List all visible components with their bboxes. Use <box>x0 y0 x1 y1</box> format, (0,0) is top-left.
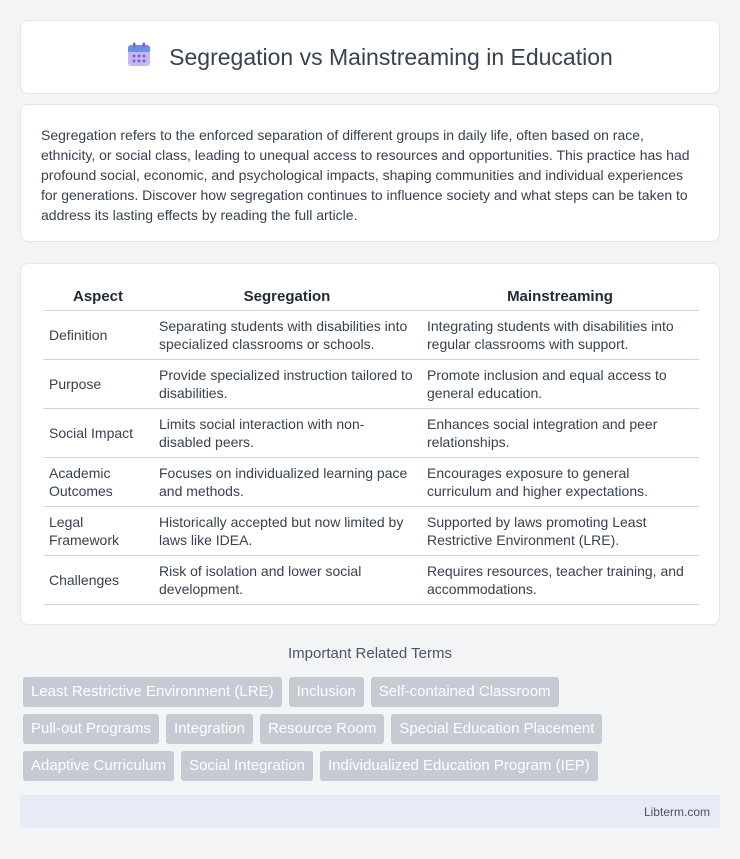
table-row <box>43 506 699 555</box>
segregation-cell: Separating students with disabilities into specialized classrooms or schools. <box>153 310 421 359</box>
aspect-cell: Academic Outcomes <box>43 457 153 506</box>
comparison-table <box>43 284 699 605</box>
tag-individualized-education-program[interactable]: Individualized Education Program (IEP) <box>320 751 598 781</box>
aspect-cell: Definition <box>43 310 153 359</box>
segregation-cell: Limits social interaction with non-disabled peers. <box>153 408 421 457</box>
tag-row <box>23 751 723 781</box>
mainstreaming-cell: Promote inclusion and equal access to general education. <box>421 359 699 408</box>
page-title: Segregation vs Mainstreaming in Education <box>169 43 613 70</box>
segregation-cell: Historically accepted but now limited by laws like IDEA. <box>153 506 421 555</box>
mainstreaming-cell: Requires resources, teacher training, and accommodations. <box>421 555 699 604</box>
segregation-cell: Provide specialized instruction tailored to disabilities. <box>153 359 421 408</box>
tag-resource-room[interactable]: Resource Room <box>260 714 384 744</box>
table-row <box>43 555 699 604</box>
intro-card <box>20 104 720 242</box>
mainstreaming-cell: Enhances social integration and peer relationships. <box>421 408 699 457</box>
tag-self-contained-classroom[interactable]: Self-contained Classroom <box>371 677 559 707</box>
segregation-cell: Risk of isolation and lower social development. <box>153 555 421 604</box>
aspect-cell: Social Impact <box>43 408 153 457</box>
footer <box>20 795 720 828</box>
table-row <box>43 457 699 506</box>
related-terms-title: Important Related Terms <box>288 645 452 662</box>
tag-pull-out-programs[interactable]: Pull-out Programs <box>23 714 159 744</box>
aspect-cell: Purpose <box>43 359 153 408</box>
tag-row <box>23 714 723 744</box>
tag-inclusion[interactable]: Inclusion <box>289 677 364 707</box>
tag-row <box>23 677 723 707</box>
related-terms-section <box>20 645 720 677</box>
intro-text: Segregation refers to the enforced separation of different groups in daily life, often based on race, ethnicity, or social class, leading to unequal access to resources and opportunities. This practice has had profound social, economic, and psychological impacts, shaping communities and individual experiences for generations. Discover how segregation continues to influence society and what steps can be taken to address its lasting effects by reading the full article. <box>41 127 690 223</box>
related-terms-tags <box>23 677 723 788</box>
tag-special-education-placement[interactable]: Special Education Placement <box>391 714 602 744</box>
aspect-cell: Legal Framework <box>43 506 153 555</box>
tag-integration[interactable]: Integration <box>166 714 253 744</box>
table-row <box>43 310 699 359</box>
table-header-row <box>43 284 699 310</box>
mainstreaming-cell: Encourages exposure to general curriculum and higher expectations. <box>421 457 699 506</box>
header-card <box>20 20 720 94</box>
tag-least-restrictive-environment[interactable]: Least Restrictive Environment (LRE) <box>23 677 282 707</box>
mainstreaming-cell: Integrating students with disabilities into regular classrooms with support. <box>421 310 699 359</box>
footer-site-link[interactable]: Libterm.com <box>643 804 710 819</box>
tag-social-integration[interactable]: Social Integration <box>181 751 313 781</box>
column-header-segregation: Segregation <box>153 284 421 310</box>
segregation-cell: Focuses on individualized learning pace and methods. <box>153 457 421 506</box>
mainstreaming-cell: Supported by laws promoting Least Restrictive Environment (LRE). <box>421 506 699 555</box>
tag-adaptive-curriculum[interactable]: Adaptive Curriculum <box>23 751 174 781</box>
comparison-card <box>20 263 720 625</box>
calendar-icon <box>127 42 151 73</box>
column-header-aspect: Aspect <box>43 284 153 310</box>
table-row <box>43 408 699 457</box>
table-row <box>43 359 699 408</box>
aspect-cell: Challenges <box>43 555 153 604</box>
column-header-mainstreaming: Mainstreaming <box>421 284 699 310</box>
